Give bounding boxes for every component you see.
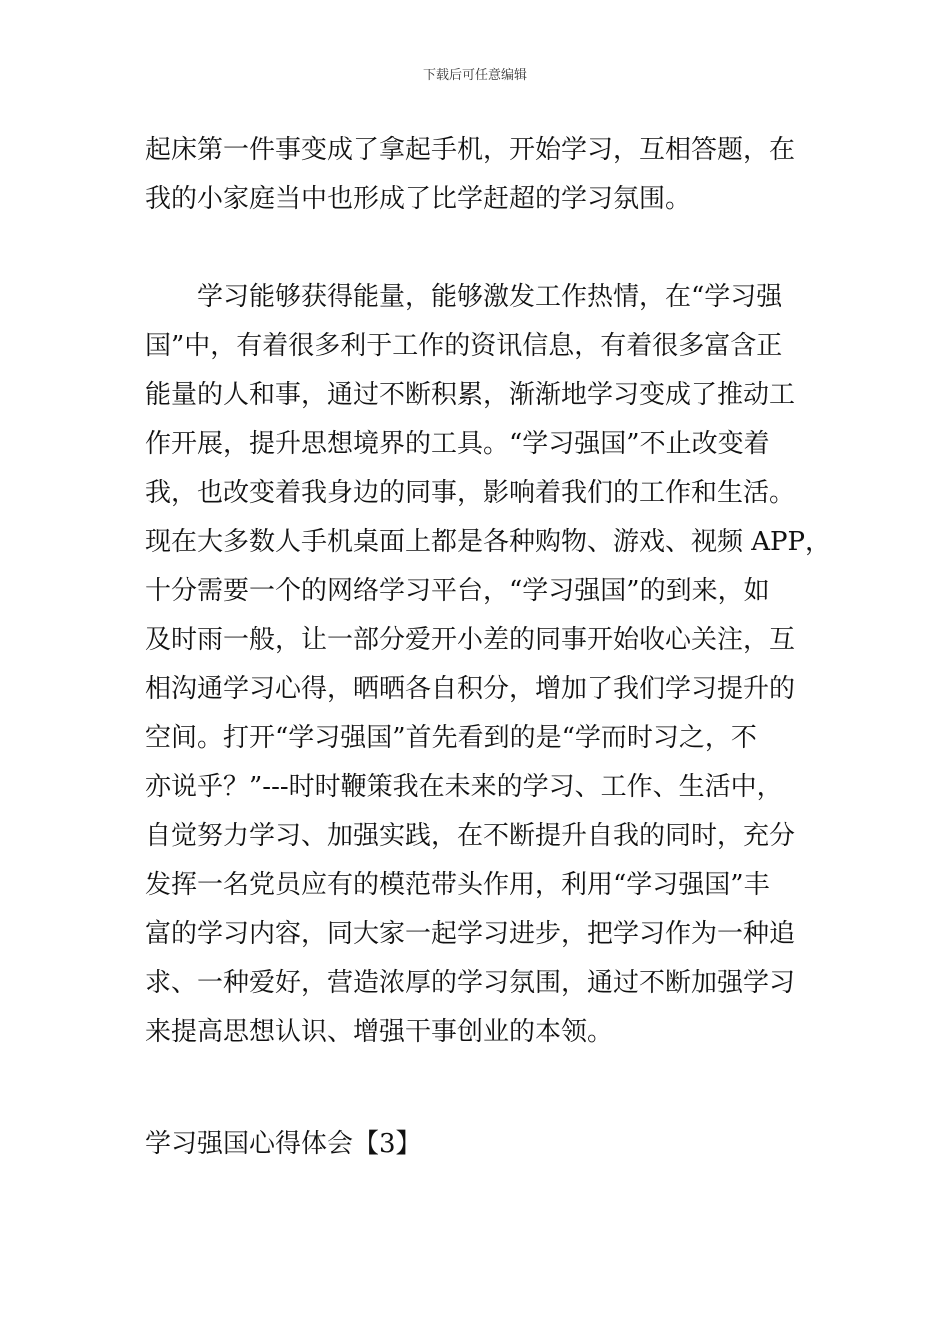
paragraph-line: 十分需要一个的网络学习平台，“学习强国”的到来，如	[145, 576, 770, 606]
paragraph-line: 我，也改变着我身边的同事，影响着我们的工作和生活。	[145, 478, 796, 508]
paragraph-line: 作开展，提升思想境界的工具。“学习强国”不止改变着	[145, 429, 770, 459]
paragraph-line: 我的小家庭当中也形成了比学赶超的学习氛围。	[145, 184, 692, 214]
paragraph-line: 自觉努力学习、加强实践，在不断提升自我的同时，充分	[145, 821, 796, 851]
paragraph-line: 起床第一件事变成了拿起手机，开始学习，互相答题，在	[145, 135, 796, 165]
paragraph-line: 国”中，有着很多利于工作的资讯信息，有着很多富含正	[145, 331, 783, 361]
paragraph-line: 空间。打开“学习强国”首先看到的是“学而时习之，不	[145, 723, 757, 753]
paragraph-line: 相沟通学习心得，晒晒各自积分，增加了我们学习提升的	[145, 674, 796, 704]
page-header-note: 下载后可任意编辑	[422, 68, 527, 83]
paragraph-1	[145, 126, 810, 224]
paragraph-line: 现在大多数人手机桌面上都是各种购物、游戏、视频 APP，	[145, 527, 832, 557]
paragraph-line: 学习能够获得能量，能够激发工作热情，在“学习强	[197, 282, 783, 312]
section-heading: 学习强国心得体会【3】	[145, 1129, 422, 1159]
paragraph-line: 发挥一名党员应有的模范带头作用，利用“学习强国”丰	[145, 870, 770, 900]
paragraph-line: 亦说乎？”---时时鞭策我在未来的学习、工作、生活中，	[145, 772, 783, 802]
paragraph-line: 求、一种爱好，营造浓厚的学习氛围，通过不断加强学习	[145, 968, 796, 998]
paragraph-line: 富的学习内容，同大家一起学习进步，把学习作为一种追	[145, 919, 796, 949]
paragraph-line: 来提高思想认识、增强干事创业的本领。	[145, 1017, 614, 1047]
paragraph-line: 及时雨一般，让一部分爱开小差的同事开始收心关注，互	[145, 625, 796, 655]
paragraph-2	[145, 273, 832, 1057]
paragraph-line: 能量的人和事，通过不断积累，渐渐地学习变成了推动工	[145, 380, 796, 410]
